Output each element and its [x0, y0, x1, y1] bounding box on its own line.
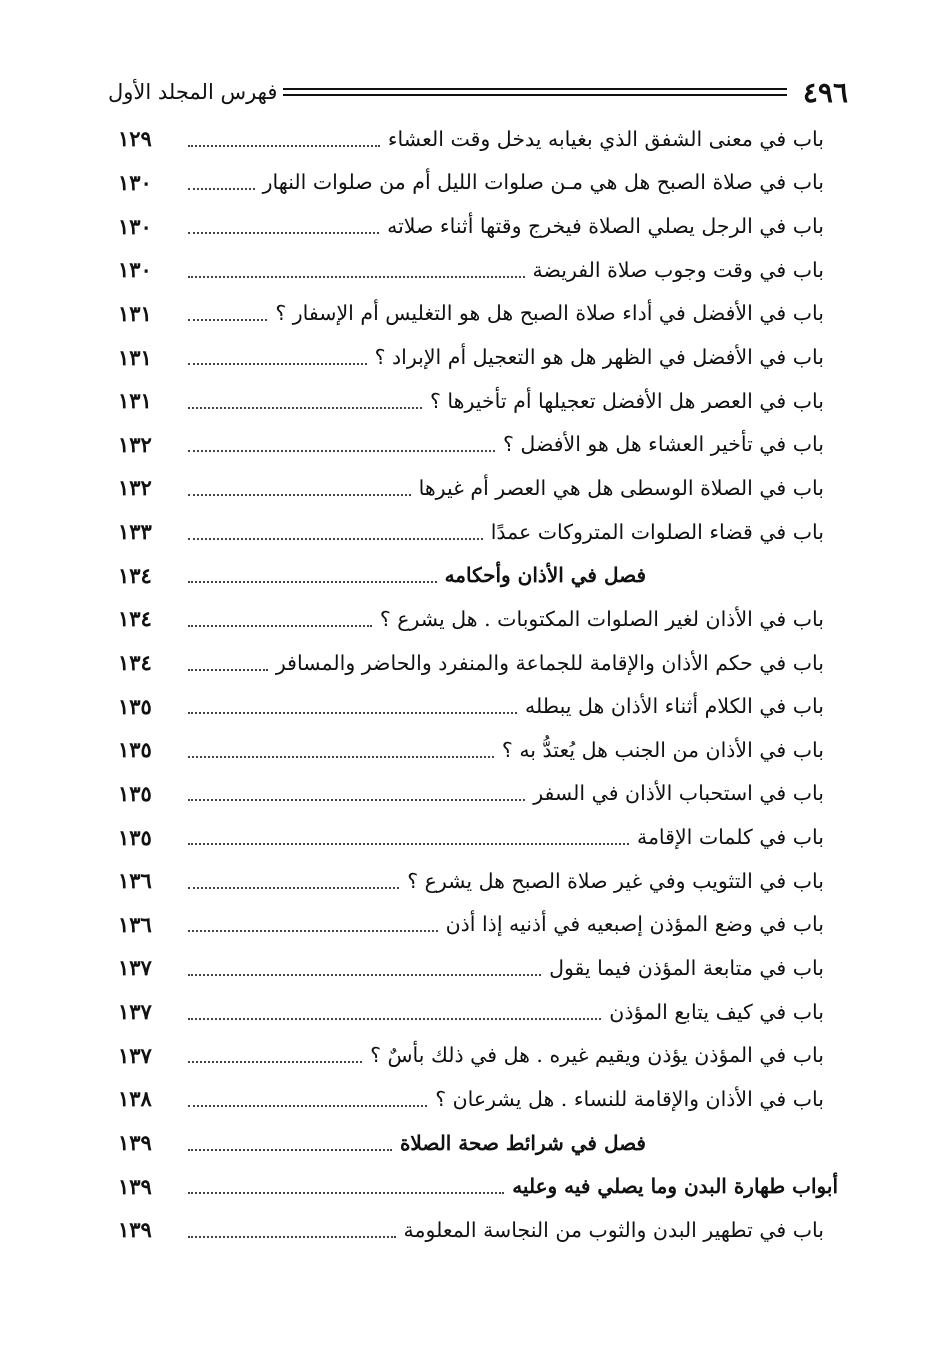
- toc-row: [118, 903, 824, 947]
- toc-entry-page: ١٣٧: [118, 999, 152, 1025]
- dot-leader: [188, 887, 399, 889]
- toc-entry-title: أبواب طهارة البدن وما يصلي فيه وعليه: [512, 1174, 838, 1199]
- toc-entry-page: ١٣٩: [118, 1130, 152, 1156]
- toc-entry-page: ١٣٤: [118, 606, 152, 632]
- toc-entry-page: ١٣٦: [118, 868, 152, 894]
- toc-entry-title: باب في استحباب الأذان في السفر: [533, 781, 824, 806]
- toc-entry-title: باب في الأفضل في الظهر هل هو التعجيل أم الإبراد ؟: [374, 345, 824, 370]
- toc-row: [118, 859, 824, 903]
- toc-row: [118, 1077, 824, 1121]
- toc-entry-page: ١٣١: [118, 344, 152, 370]
- dot-leader: [188, 843, 629, 845]
- dot-leader: [188, 232, 379, 234]
- toc-row: [118, 597, 824, 641]
- toc-entry-page: ١٣٤: [118, 562, 152, 588]
- toc-entry-title: باب في صلاة الصبح هل هي مـن صلوات الليل أم من صلوات النهار: [262, 170, 824, 195]
- dot-leader: [188, 276, 525, 278]
- toc-entry-page: ١٣٥: [118, 737, 152, 763]
- dot-leader: [188, 581, 437, 583]
- toc-entry-title: باب في الصلاة الوسطى هل هي العصر أم غيرها: [418, 475, 824, 500]
- dot-leader: [188, 974, 541, 976]
- toc-entry-page: ١٣٥: [118, 780, 152, 806]
- dot-leader: [188, 145, 380, 147]
- toc-entry-title: باب في متابعة المؤذن فيما يقول: [549, 955, 824, 980]
- toc-row: [118, 117, 824, 161]
- toc-row: [118, 684, 824, 728]
- toc-row: [118, 772, 824, 816]
- toc-entry-title: باب في كيف يتابع المؤذن: [609, 999, 824, 1024]
- dot-leader: [188, 188, 255, 190]
- dot-leader: [188, 1105, 427, 1107]
- toc-row: [118, 815, 824, 859]
- dot-leader: [188, 1192, 504, 1194]
- toc-entry-title: باب في وضع المؤذن إصبعيه في أذنيه إذا أذن: [445, 912, 824, 937]
- toc-entry-title: باب في الأذان لغير الصلوات المكتوبات . هل يشرع ؟: [379, 606, 824, 631]
- toc-entry-page: ١٣٩: [118, 1217, 152, 1243]
- toc-row: [118, 990, 824, 1034]
- toc-entry-page: ١٣٧: [118, 955, 152, 981]
- dot-leader: [188, 538, 483, 540]
- toc-row: [118, 641, 824, 685]
- dot-leader: [188, 363, 367, 365]
- toc-row: [118, 946, 824, 990]
- toc-entry-title: باب في الكلام أثناء الأذان هل يبطله: [525, 694, 824, 719]
- toc-entry-title: باب في الأذان من الجنب هل يُعتدُّ به ؟: [501, 737, 824, 762]
- dot-leader: [188, 1018, 601, 1020]
- toc-row: [118, 161, 824, 205]
- dot-leader: [188, 319, 267, 321]
- dot-leader: [188, 712, 517, 714]
- toc-entry-title: باب في المؤذن يؤذن ويقيم غيره . هل في ذلك بأسٌ ؟: [370, 1043, 824, 1068]
- toc-entry-page: ١٣٦: [118, 911, 152, 937]
- toc-entry-title: باب في كلمات الإقامة: [636, 825, 824, 850]
- toc-entry-title: باب في التثويب وفي غير صلاة الصبح هل يشرع ؟: [407, 868, 824, 893]
- toc-entry-title: باب في تأخير العشاء هل هو الأفضل ؟: [503, 432, 824, 457]
- toc-row: [118, 204, 824, 248]
- toc-section-row: [118, 1121, 824, 1165]
- dot-leader: [188, 1236, 396, 1238]
- dot-leader: [188, 494, 411, 496]
- page-number: ٤٩٦: [802, 75, 848, 109]
- toc-entry-title: باب في حكم الأذان والإقامة للجماعة والمنفرد والحاضر والمسافر: [275, 650, 824, 675]
- toc-row: [118, 248, 824, 292]
- toc-row: [118, 1033, 824, 1077]
- toc-row: [118, 292, 824, 336]
- toc-row: [118, 466, 824, 510]
- dot-leader: [188, 1061, 362, 1063]
- toc-entry-title: باب في الأفضل في أداء صلاة الصبح هل هو التغليس أم الإسفار ؟: [275, 301, 824, 326]
- toc-row: [118, 379, 824, 423]
- toc-section-row: [118, 553, 824, 597]
- toc-entry-title: باب في الرجل يصلي الصلاة فيخرج وقتها أثناء صلاته: [387, 214, 824, 239]
- toc-entry-title: باب في قضاء الصلوات المتروكات عمدًا: [490, 519, 824, 544]
- header-title: فهرس المجلد الأول: [108, 80, 278, 104]
- toc-row: [118, 1208, 824, 1252]
- toc-entry-title: باب في العصر هل الأفضل تعجيلها أم تأخيرها ؟: [430, 388, 824, 413]
- table-of-contents: [118, 117, 838, 1252]
- toc-entry-title: فصل في الأذان وأحكامه: [444, 563, 646, 588]
- toc-entry-page: ١٣٠: [118, 169, 152, 195]
- toc-entry-page: ١٣٤: [118, 650, 152, 675]
- toc-entry-title: باب في معنى الشفق الذي بغيابه يدخل وقت العشاء: [387, 126, 824, 151]
- dot-leader: [188, 407, 422, 409]
- dot-leader: [188, 1149, 392, 1151]
- header-rule: [283, 88, 786, 96]
- toc-entry-page: ١٢٩: [118, 126, 152, 152]
- dot-leader: [188, 625, 372, 627]
- toc-row: [118, 728, 824, 772]
- toc-entry-page: ١٣٥: [118, 824, 152, 850]
- toc-entry-title: فصل في شرائط صحة الصلاة: [399, 1130, 646, 1155]
- dot-leader: [188, 450, 495, 452]
- dot-leader: [188, 669, 268, 671]
- toc-row: [118, 335, 824, 379]
- toc-entry-title: باب في تطهير البدن والثوب من النجاسة المعلومة: [403, 1217, 824, 1242]
- toc-entry-page: ١٣٥: [118, 693, 152, 719]
- dot-leader: [188, 756, 494, 758]
- dot-leader: [188, 799, 525, 801]
- toc-entry-title: باب في الأذان والإقامة للنساء . هل يشرعان ؟: [435, 1086, 824, 1111]
- toc-entry-page: ١٣٨: [118, 1086, 152, 1112]
- toc-chapter-row: [118, 1164, 838, 1208]
- dot-leader: [188, 930, 438, 932]
- toc-entry-page: ١٣٠: [118, 213, 152, 239]
- toc-row: [118, 510, 824, 554]
- page-header: [108, 72, 848, 112]
- toc-entry-page: ١٣١: [118, 300, 152, 326]
- toc-entry-page: ١٣٠: [118, 257, 152, 283]
- toc-row: [118, 422, 824, 466]
- toc-entry-page: ١٣٩: [118, 1173, 152, 1199]
- toc-entry-title: باب في وقت وجوب صلاة الفريضة: [532, 257, 824, 282]
- toc-entry-page: ١٣٧: [118, 1042, 152, 1068]
- toc-entry-page: ١٣١: [118, 388, 152, 414]
- toc-entry-page: ١٣٢: [118, 431, 152, 457]
- toc-entry-page: ١٣٣: [118, 519, 152, 545]
- toc-entry-page: ١٣٢: [118, 475, 152, 501]
